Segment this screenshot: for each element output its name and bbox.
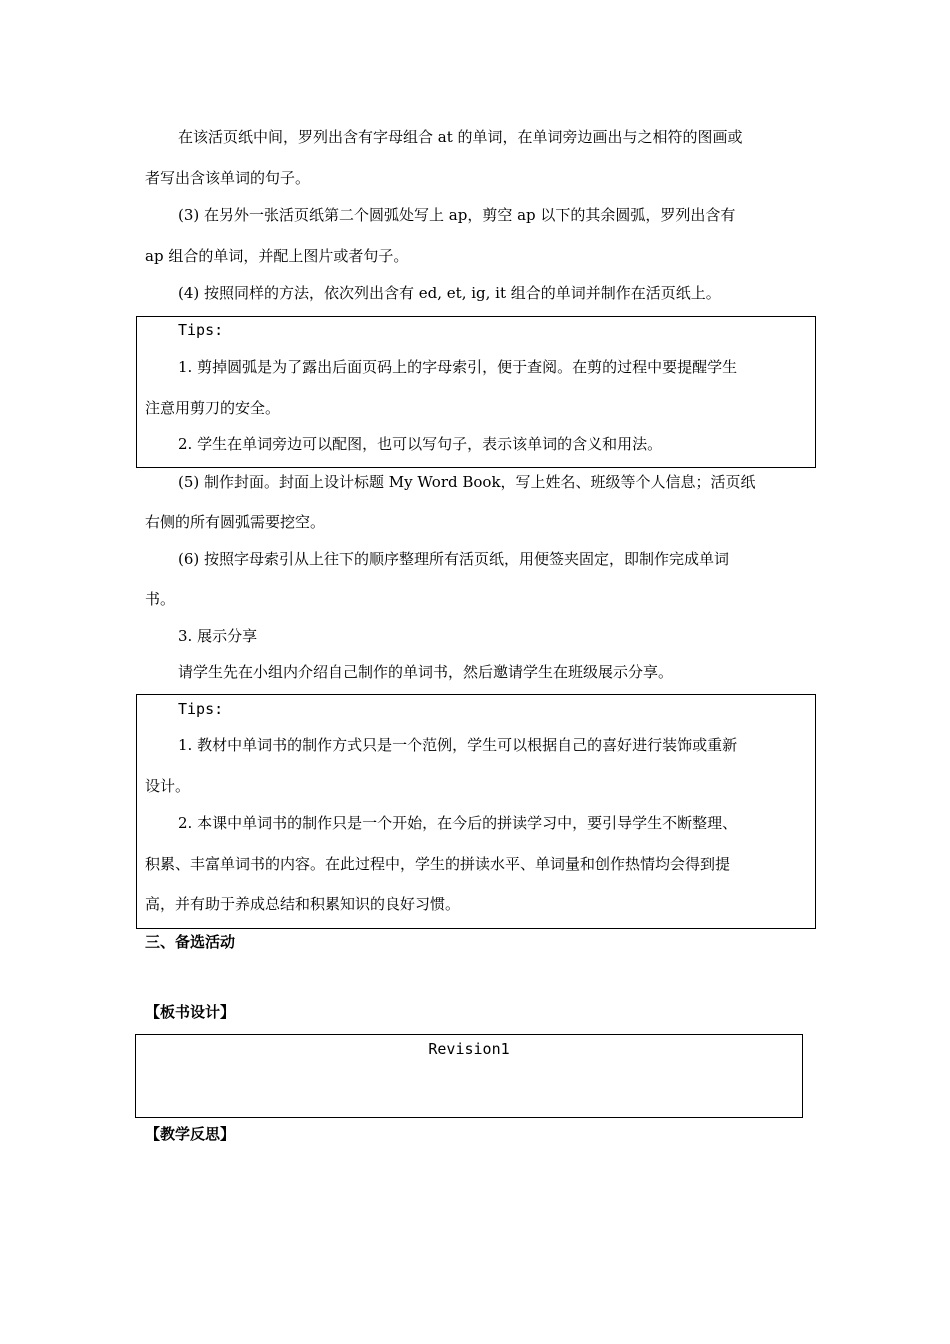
board-design-heading: 【板书设计】 bbox=[145, 1003, 236, 1021]
tips-item: 设计。 bbox=[145, 777, 191, 795]
tips-item: 1. 教材中单词书的制作方式只是一个范例，学生可以根据自己的喜好进行装饰或重新 bbox=[178, 736, 738, 754]
board-title: Revision1 bbox=[428, 1040, 510, 1058]
step-5-line: (5) 制作封面。封面上设计标题 My Word Book，写上姓名、班级等个人信息；活页纸 bbox=[178, 473, 756, 491]
optional-activities-heading: 三、备选活动 bbox=[145, 933, 236, 951]
step-6-line: (6) 按照字母索引从上往下的顺序整理所有活页纸，用便签夹固定，即制作完成单词 bbox=[178, 550, 730, 568]
step-6-line: 书。 bbox=[145, 590, 176, 608]
share-paragraph: 请学生先在小组内介绍自己制作的单词书，然后邀请学生在班级展示分享。 bbox=[178, 663, 674, 681]
tips-item: 1. 剪掉圆弧是为了露出后面页码上的字母索引，便于查阅。在剪的过程中要提醒学生 bbox=[178, 358, 738, 376]
step-4: (4) 按照同样的方法，依次列出含有 ed, et, ig, it 组合的单词并制作在活页纸上。 bbox=[178, 284, 721, 302]
tips-item: 高，并有助于养成总结和积累知识的良好习惯。 bbox=[145, 895, 461, 913]
teaching-reflection-heading: 【教学反思】 bbox=[145, 1125, 236, 1143]
step-5-line: 右侧的所有圆弧需要挖空。 bbox=[145, 513, 326, 531]
tips-item: 2. 学生在单词旁边可以配图，也可以写句子，表示该单词的含义和用法。 bbox=[178, 435, 663, 453]
tips-title: Tips: bbox=[178, 700, 224, 718]
step-paragraph-line: 者写出含该单词的句子。 bbox=[145, 169, 311, 187]
step-3-line: (3) 在另外一张活页纸第二个圆弧处写上 ap，剪空 ap 以下的其余圆弧，罗列出含有 bbox=[178, 206, 736, 224]
tips-title: Tips: bbox=[178, 321, 224, 339]
step-paragraph-line: 在该活页纸中间，罗列出含有字母组合 at 的单词，在单词旁边画出与之相符的图画或 bbox=[178, 128, 743, 146]
tips-item: 2. 本课中单词书的制作只是一个开始，在今后的拼读学习中，要引导学生不断整理、 bbox=[178, 814, 738, 832]
step-3-line: ap 组合的单词，并配上图片或者句子。 bbox=[145, 247, 409, 265]
tips-item: 注意用剪刀的安全。 bbox=[145, 399, 281, 417]
section-heading: 3. 展示分享 bbox=[178, 627, 258, 645]
tips-item: 积累、丰富单词书的内容。在此过程中，学生的拼读水平、单词量和创作热情均会得到提 bbox=[145, 855, 731, 873]
